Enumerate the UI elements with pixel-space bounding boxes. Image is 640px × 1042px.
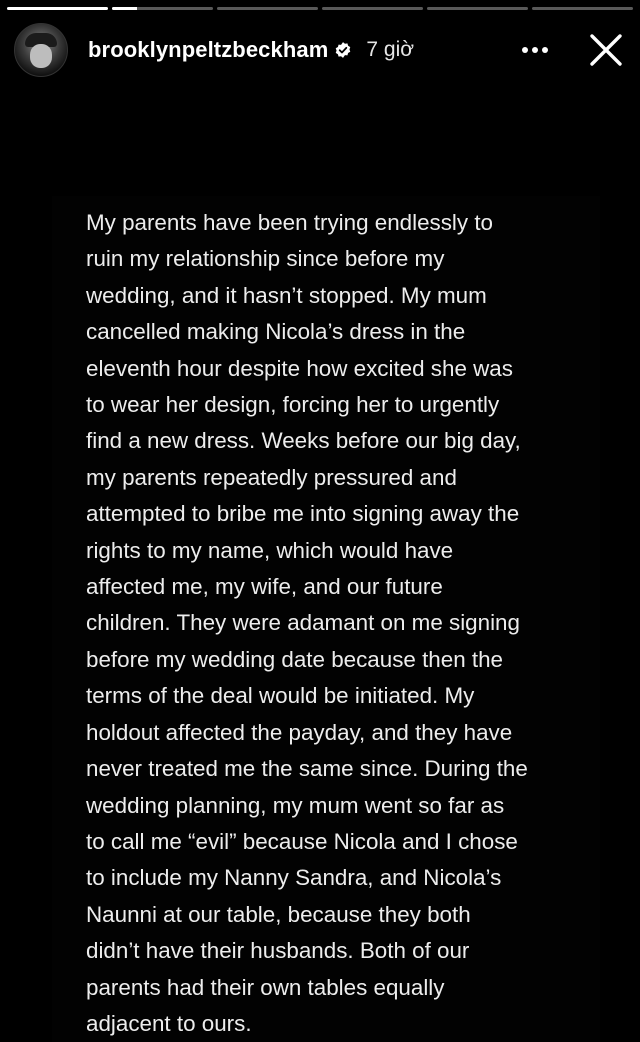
verified-badge-icon (334, 41, 352, 59)
progress-segment (322, 7, 423, 10)
progress-fill (112, 7, 137, 10)
progress-segment (7, 7, 108, 10)
more-options-icon[interactable] (518, 36, 552, 64)
story-text: My parents have been trying endlessly to ruin my relationship since before my wedding, and it hasn’t stopped. My mum cancelled making Nicola’s dress in the eleventh hour despite how excited she was to wear her design, forcing her to urgently find a new dress. Weeks before our big day, my parents repeatedly pressured and attempted to bribe me into signing away the rights to my name, which would have affected me, my wife, and our future children. They were adamant on me signing before my wedding date because then the terms of the deal would be initiated. My holdout affected the payday, and they have never treated me the same since. During the wedding planning, my mum went so far as to call me “evil” because Nicola and I chose to include my Nanny Sandra, and Nicola’s Naunni at our table, because they both didn’t have their husbands. Both of our parents had their own tables equally adjacent to ours. (86, 210, 528, 1036)
progress-segment (427, 7, 528, 10)
story-header (14, 24, 626, 76)
progress-segment (217, 7, 318, 10)
progress-segment (532, 7, 633, 10)
post-time: 7 giờ (366, 38, 415, 61)
close-icon[interactable] (586, 26, 626, 74)
avatar[interactable] (14, 23, 68, 77)
progress-segment (112, 7, 213, 10)
username[interactable]: brooklynpeltzbeckham (88, 37, 329, 62)
avatar-face (30, 44, 52, 68)
story-progress-bar (7, 7, 633, 10)
progress-fill (7, 7, 108, 10)
